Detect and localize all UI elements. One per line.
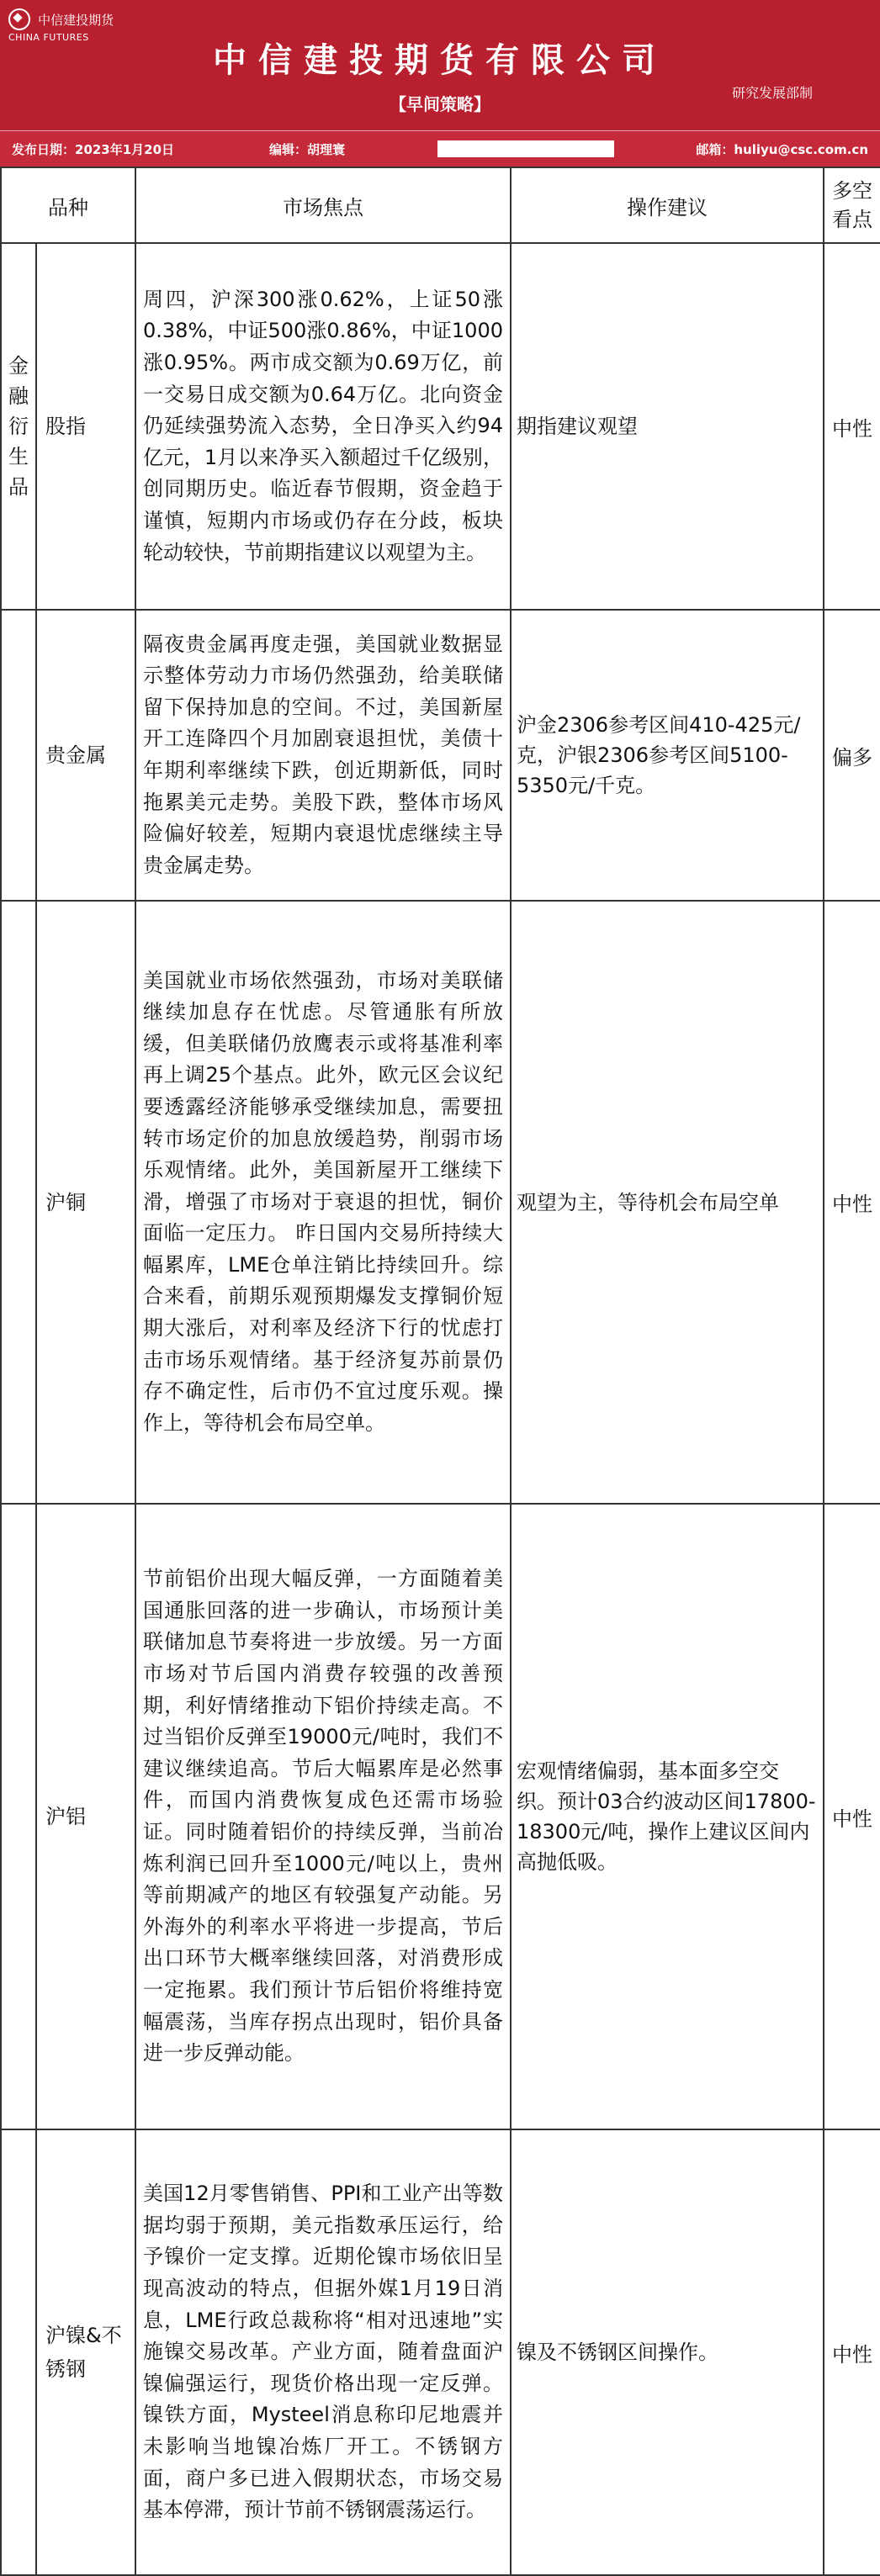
strategy-table [0,167,880,2576]
meta-bar [0,130,880,167]
variety-cell: 沪镍&不锈钢 [36,2129,135,2575]
focus-cell: 节前铝价出现大幅反弹，一方面随着美国通胀回落的进一步确认，市场预计美联储加息节奏将进一步放缓。另一方面市场对节后国内消费存较强的改善预期，利好情绪推动下铝价持续走高。不过当铝价反弹至19000元/吨时，我们不建议继续追高。节后大幅累库是必然事件，而国内消费恢复成色还需市场验证。同时随着铝价的持续反弹，当前冶炼利润已回升至1000元/吨以上，贵州等前期减产的地区有较强复产动能。另外海外的利率水平将进一步提高，节后出口环节大概率继续回落，对消费形成一定拖累。我们预计节后铝价将维持宽幅震荡，当库存拐点出现时，铝价具备进一步反弹动能。 [135,1504,511,2129]
company-name: 中信建投期货有限公司 [213,40,667,80]
category-cell-empty [1,901,36,1504]
category-cell-empty [1,2129,36,2575]
email: 邮箱：huliyu@csc.com.cn [696,141,868,157]
variety-cell: 贵金属 [36,610,135,901]
view-cell: 中性 [824,901,880,1504]
focus-cell: 周四，沪深300涨0.62%，上证50涨0.38%，中证500涨0.86%，中证1000涨0.95%。两市成交额为0.69万亿，前一交易日成交额为0.64万亿。北向资金仍延续强势流入态势，全日净买入约94亿元，1月以来净买入额超过千亿级别，创同期历史。临近春节假期，资金趋于谨慎，短期内市场或仍存在分歧，板块轮动较快，节前期指建议以观望为主。 [135,243,511,610]
publish-date: 发布日期：2023年1月20日 [12,141,175,157]
advice-cell: 观望为主，等待机会布局空单 [511,901,824,1504]
editor: 编辑：胡理寰 [269,141,346,157]
advice-cell: 宏观情绪偏弱，基本面多空交织。预计03合约波动区间17800-18300元/吨，操作上建议区间内高抛低吸。 [511,1504,824,2129]
table-row [1,901,880,1504]
focus-cell: 美国12月零售销售、PPI和工业产出等数据均弱于预期，美元指数承压运行，给予镍价一定支撑。近期伦镍市场依旧呈现高波动的特点，但据外媒1月19日消息，LME行政总裁称将“相对迅速地”实施镍交易改革。产业方面，随着盘面沪镍偏强运行，现货价格出现一定反弹。镍铁方面，Mysteel消息称印尼地震并未影响当地镍冶炼厂开工。不锈钢方面，商户多已进入假期状态，市场交易基本停滞，预计节前不锈钢震荡运行。 [135,2129,511,2575]
table-row [1,243,880,610]
table-row [1,1504,880,2129]
advice-cell: 沪金2306参考区间410-425元/克，沪银2306参考区间5100-5350元/千克。 [511,610,824,901]
advice-cell: 镍及不锈钢区间操作。 [511,2129,824,2575]
variety-cell: 股指 [36,243,135,610]
logo-en-text: CHINA FUTURES [8,32,89,43]
department: 研究发展部制 [731,85,813,101]
report-type: 【早间策略】 [390,94,490,114]
view-cell: 中性 [824,243,880,610]
table-row [1,2129,880,2575]
category-cell-empty [1,610,36,901]
view-cell: 中性 [824,1504,880,2129]
view-cell: 中性 [824,2129,880,2575]
focus-cell: 美国就业市场依然强劲，市场对美联储继续加息存在忧虑。尽管通胀有所放缓，但美联储仍放鹰表示或将基准利率再上调25个基点。此外，欧元区会议纪要透露经济能够承受继续加息，需要扭转市场定价的加息放缓趋势，削弱市场乐观情绪。此外，美国新屋开工继续下滑，增强了市场对于衰退的担忧，铜价面临一定压力。 昨日国内交易所持续大幅累库，LME仓单注销比持续回升。综合来看，前期乐观预期爆发支撑铜价短期大涨后，对利率及经济下行的忧虑打击市场乐观情绪。基于经济复苏前景仍存不确定性，后市仍不宜过度乐观。操作上，等待机会布局空单。 [135,901,511,1504]
header-advice: 操作建议 [511,167,824,243]
report-header [0,0,880,130]
redacted-box [437,140,614,157]
variety-cell: 沪铝 [36,1504,135,2129]
table-header-row [1,167,880,243]
header-view: 多空看点 [824,167,880,243]
variety-cell: 沪铜 [36,901,135,1504]
category-cell-empty [1,1504,36,2129]
advice-cell: 期指建议观望 [511,243,824,610]
logo-cn-text: 中信建投期货 [38,12,114,28]
table-row [1,610,880,901]
header-variety: 品种 [1,167,135,243]
logo-icon [8,8,30,30]
header-focus: 市场焦点 [135,167,511,243]
category-cell: 金融衍生品 [1,243,36,610]
focus-cell: 隔夜贵金属再度走强，美国就业数据显示整体劳动力市场仍然强劲，给美联储留下保持加息的空间。不过，美国新屋开工连降四个月加剧衰退担忧，美债十年期利率继续下跌，创近期新低，同时拖累美元走势。美股下跌，整体市场风险偏好较差，短期内衰退忧虑继续主导贵金属走势。 [135,610,511,901]
view-cell: 偏多 [824,610,880,901]
